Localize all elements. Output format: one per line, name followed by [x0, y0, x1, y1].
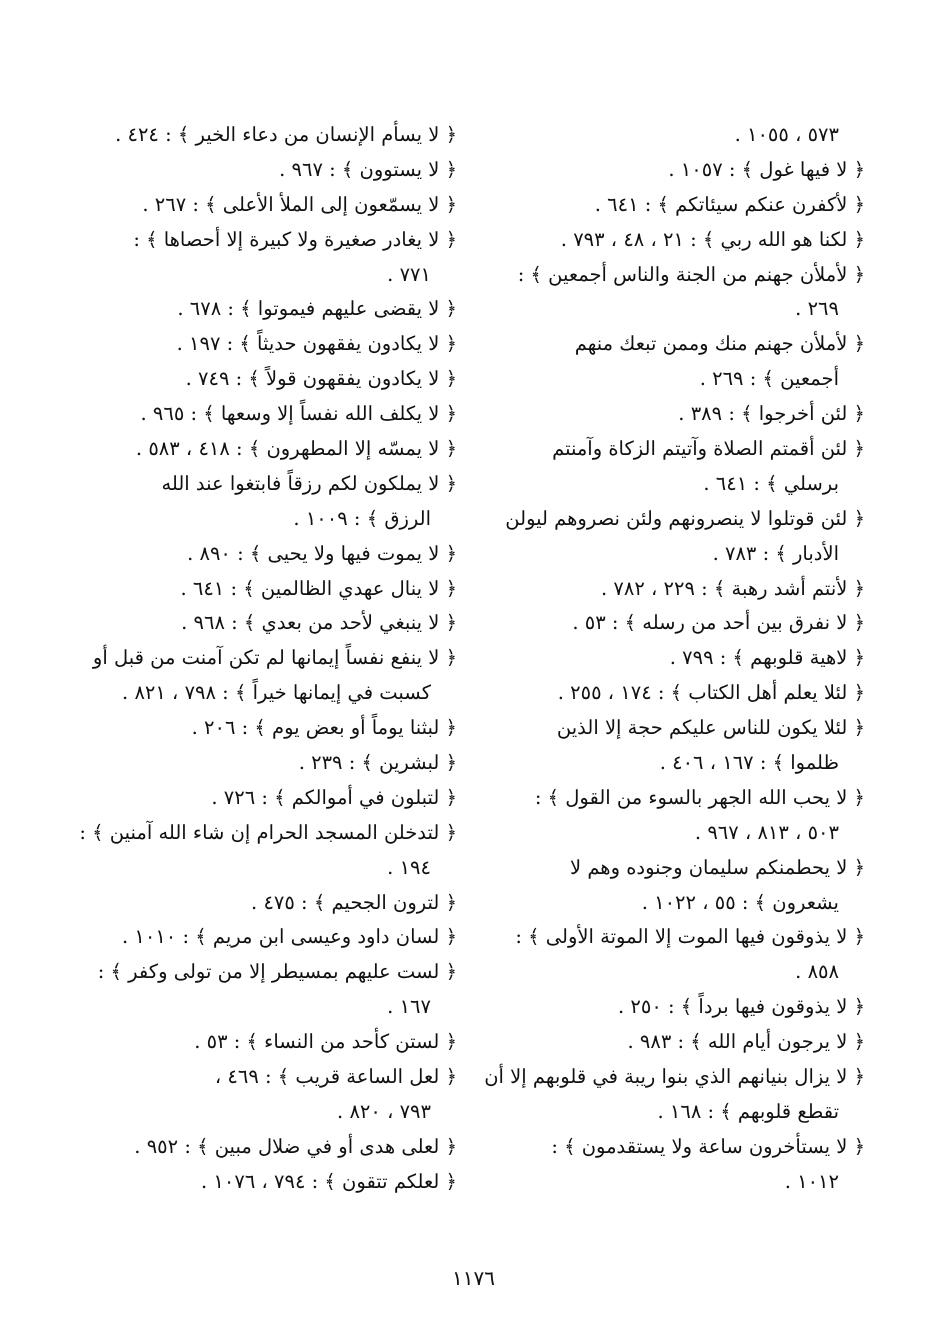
index-entry: ﴿ لا يذوقون فيها برداً ﴾ : ٢٥٠ .: [618, 995, 865, 1019]
index-entry: ﴿ لا يغادر صغيرة ولا كبيرة إلا أحصاها ﴾ :: [133, 227, 457, 251]
index-entry: ﴿ لتدخلن المسجد الحرام إن شاء الله آمنين ﴾ :: [79, 820, 457, 844]
index-entry: برسلي ﴾ : ٦٤١ .: [703, 471, 839, 495]
index-entry: ﴿ لا يحب الله الجهر بالسوء من القول ﴾ :: [534, 785, 865, 809]
index-entry: ظلموا ﴾ : ١٦٧ ، ٤٠٦ .: [659, 751, 839, 775]
index-entry: ﴿ لأملأن جهنم منك وممن تبعك منهم: [574, 332, 865, 356]
index-entry: ﴿ لئلا يعلم أهل الكتاب ﴾ : ١٧٤ ، ٢٥٥ .: [557, 681, 865, 705]
index-entry: ﴿ لئن قوتلوا لا ينصرونهم ولئن نصروهم ليولن: [505, 506, 865, 530]
index-entry: ﴿ لا نفرق بين أحد من رسله ﴾ : ٥٣ .: [572, 611, 865, 635]
index-entry: ﴿ لا ينال عهدي الظالمين ﴾ : ٦٤١ .: [180, 576, 457, 600]
index-entry: ٥٧٣ ، ١٠٥٥ .: [734, 123, 839, 146]
index-entry: ﴿ لعل الساعة قريب ﴾ : ٤٦٩ ،: [214, 1065, 457, 1089]
index-entry: كسبت في إيمانها خيراً ﴾ : ٧٩٨ ، ٨٢١ .: [122, 681, 431, 705]
index-entry: ٥٠٣ ، ٨١٣ ، ٩٦٧ .: [694, 820, 839, 844]
index-entry: تقطع قلوبهم ﴾ : ١٦٨ .: [657, 1099, 839, 1123]
index-entry: ﴿ لا يسأم الإنسان من دعاء الخير ﴾ : ٤٢٤ .: [115, 123, 457, 146]
index-entry: ﴿ لترون الجحيم ﴾ : ٤٧٥ .: [251, 890, 457, 914]
index-entry: ﴿ لستن كأحد من النساء ﴾ : ٥٣ .: [194, 1030, 457, 1054]
index-entry: ٢٦٩ .: [795, 297, 839, 321]
index-column-left: [62, 118, 457, 1200]
index-entry: ١٦٧ .: [387, 995, 431, 1019]
index-entry: ٧٩٣ ، ٨٢٠ .: [337, 1099, 431, 1123]
index-entry: ﴿ لعلى هدى أو في ضلال مبين ﴾ : ٩٥٢ .: [134, 1134, 457, 1158]
index-entry: يشعرون ﴾ : ٥٥ ، ١٠٢٢ .: [641, 890, 839, 914]
index-entry: ٨٥٨ .: [795, 960, 839, 984]
index-entry: ﴿ لا يموت فيها ولا يحيى ﴾ : ٨٩٠ .: [187, 541, 457, 565]
index-entry: ﴿ لا فيها غول ﴾ : ١٠٥٧ .: [668, 157, 865, 181]
index-entry: ٧٧١ .: [387, 262, 431, 286]
index-entry: ﴿ لا يرجون أيام الله ﴾ : ٩٨٣ .: [627, 1030, 865, 1054]
index-entry: ١٠١٢ .: [784, 1169, 839, 1193]
index-entry: ﴿ لا يستوون ﴾ : ٩٦٧ .: [279, 157, 457, 181]
index-entry: الأدبار ﴾ : ٧٨٣ .: [712, 541, 839, 565]
index-entry: ﴿ لبثنا يوماً أو بعض يوم ﴾ : ٢٠٦ .: [191, 716, 457, 740]
index-entry: ﴿ لأملأن جهنم من الجنة والناس أجمعين ﴾ :: [517, 262, 865, 286]
index-entry: ﴿ لئلا يكون للناس عليكم حجة إلا الذين: [556, 716, 865, 740]
page-number: ١١٧٦: [452, 1266, 495, 1290]
index-entry: ﴿ لا يسمّعون إلى الملأ الأعلى ﴾ : ٢٦٧ .: [142, 192, 457, 216]
index-entry: ﴿ لست عليهم بمسيطر إلا من تولى وكفر ﴾ :: [97, 960, 457, 984]
index-entry: ﴿ لا ينفع نفساً إيمانها لم تكن آمنت من قبل أو: [92, 646, 457, 670]
index-entry: ﴿ لكنا هو الله ربي ﴾ : ٢١ ، ٤٨ ، ٧٩٣ .: [560, 227, 865, 251]
index-entry: ﴿ لاهية قلوبهم ﴾ : ٧٩٩ .: [669, 646, 865, 670]
index-entry: ﴿ لعلكم تتقون ﴾ : ٧٩٤ ، ١٠٧٦ .: [201, 1169, 457, 1193]
index-entry: ﴿ لا يكادون يفقهون حديثاً ﴾ : ١٩٧ .: [176, 332, 457, 356]
index-entry: ﴿ لئن أخرجوا ﴾ : ٣٨٩ .: [678, 402, 865, 426]
index-entry: ﴿ لا يمسّه إلا المطهرون ﴾ : ٤١٨ ، ٥٨٣ .: [135, 437, 457, 461]
index-entry: ﴿ لا يستأخرون ساعة ولا يستقدمون ﴾ :: [551, 1134, 865, 1158]
index-entry: ﴿ لا ينبغي لأحد من بعدي ﴾ : ٩٦٨ .: [181, 611, 457, 635]
index-entry: أجمعين ﴾ : ٢٦٩ .: [699, 367, 839, 391]
index-entry: ﴿ لبشرين ﴾ : ٢٣٩ .: [298, 751, 457, 775]
index-entry: ﴿ لأكفرن عنكم سيئاتكم ﴾ : ٦٤١ .: [594, 192, 865, 216]
index-entry: ﴿ لتبلون في أموالكم ﴾ : ٧٢٦ .: [211, 785, 457, 809]
index-entry: ﴿ لا يكادون يفقهون قولاً ﴾ : ٧٤٩ .: [185, 367, 457, 391]
index-entry: ﴿ لا يذوقون فيها الموت إلا الموتة الأولى ﴾ :: [515, 925, 865, 949]
index-column-right: [470, 118, 865, 1200]
index-entry: الرزق ﴾ : ١٠٠٩ .: [293, 506, 431, 530]
index-entry: ﴿ لأنتم أشد رهبة ﴾ : ٢٢٩ ، ٧٨٢ .: [600, 576, 865, 600]
index-entry: ﴿ لا يكلف الله نفساً إلا وسعها ﴾ : ٩٦٥ .: [140, 402, 457, 426]
index-entry: ﴿ لا يملكون لكم رزقاً فابتغوا عند الله: [161, 471, 457, 495]
index-entry: ﴿ لا يحطمنكم سليمان وجنوده وهم لا: [570, 855, 865, 879]
index-entry: ﴿ لسان داود وعيسى ابن مريم ﴾ : ١٠١٠ .: [121, 925, 457, 949]
index-entry: ١٩٤ .: [387, 855, 431, 879]
index-entry: ﴿ لئن أقمتم الصلاة وآتيتم الزكاة وآمنتم: [552, 437, 865, 461]
index-entry: ﴿ لا يقضى عليهم فيموتوا ﴾ : ٦٧٨ .: [177, 297, 457, 321]
index-entry: ﴿ لا يزال بنيانهم الذي بنوا ريبة في قلوبهم إلا أن: [484, 1065, 865, 1089]
